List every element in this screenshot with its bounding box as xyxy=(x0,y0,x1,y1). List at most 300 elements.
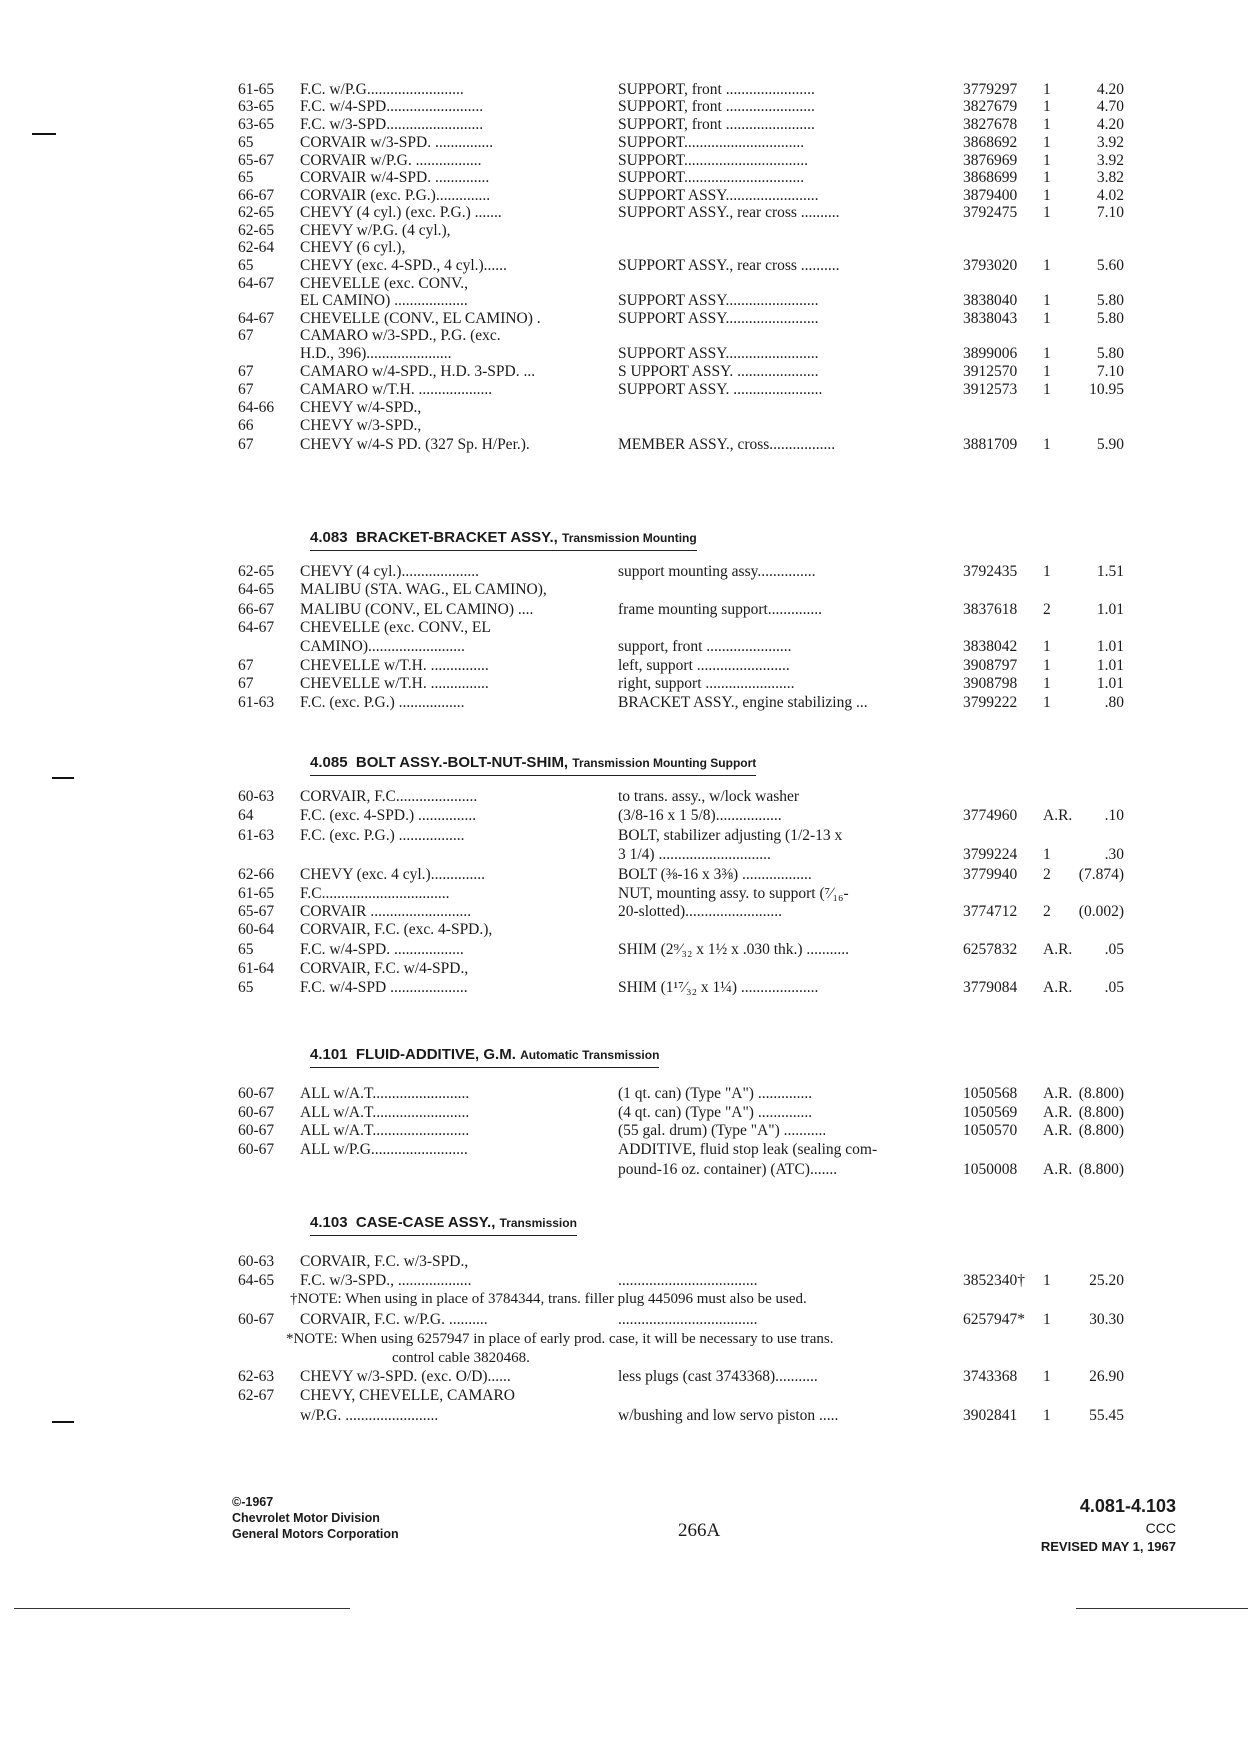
price: 3.92 xyxy=(1096,134,1124,151)
price: 4.20 xyxy=(1096,116,1124,133)
year-range: 60-63 xyxy=(238,1253,275,1270)
quantity: A.R. xyxy=(1043,1085,1073,1102)
description: .................................... xyxy=(618,1272,758,1289)
quantity: 1 xyxy=(1043,563,1051,580)
part-number: 3868699 xyxy=(963,169,1018,186)
part-number: 3774712 xyxy=(963,903,1018,920)
description: ADDITIVE, fluid stop leak (sealing com- xyxy=(618,1141,878,1158)
price: 30.30 xyxy=(1089,1311,1124,1328)
table-row xyxy=(0,115,1248,135)
year-range: 65 xyxy=(238,979,254,996)
year-range: 60-64 xyxy=(238,921,275,938)
quantity: 2 xyxy=(1043,601,1051,618)
part-number: 3852340† xyxy=(963,1272,1025,1289)
part-number: 1050008 xyxy=(963,1161,1018,1178)
application: CORVAIR w/3-SPD. ............... xyxy=(300,134,494,151)
part-number: 3792475 xyxy=(963,204,1018,221)
application: CHEVELLE w/T.H. ............... xyxy=(300,675,489,692)
year-range: 62-65 xyxy=(238,204,275,221)
application: CHEVELLE (exc. CONV., xyxy=(300,275,469,292)
application: F.C. w/3-SPD., ................... xyxy=(300,1272,472,1289)
section-number: 4.085 xyxy=(310,754,348,771)
price: (8.800) xyxy=(1078,1085,1124,1102)
price: 25.20 xyxy=(1089,1272,1124,1289)
table-row xyxy=(0,362,1248,382)
table-row xyxy=(0,1084,1248,1104)
section-title: BOLT ASSY.-BOLT-NUT-SHIM, xyxy=(355,754,569,771)
year-range: 61-65 xyxy=(238,885,275,902)
quantity: 2 xyxy=(1043,903,1051,920)
quantity: 1 xyxy=(1043,98,1051,115)
price: 5.90 xyxy=(1096,436,1124,453)
table-row xyxy=(0,787,1248,807)
price: 7.10 xyxy=(1096,363,1124,380)
table-row xyxy=(0,806,1248,826)
description: SUPPORT ASSY........................ xyxy=(618,345,819,362)
year-range: 67 xyxy=(238,675,254,692)
application: MALIBU (CONV., EL CAMINO) .... xyxy=(300,601,534,618)
description: SUPPORT, front ....................... xyxy=(618,98,815,115)
quantity: 1 xyxy=(1043,1407,1051,1424)
application: EL CAMINO) ................... xyxy=(300,292,468,309)
description: support, front ...................... xyxy=(618,638,792,655)
application: CORVAIR, F.C. w/3-SPD., xyxy=(300,1253,469,1270)
year-range: 67 xyxy=(238,381,254,398)
quantity: 1 xyxy=(1043,116,1051,133)
application: CORVAIR w/4-SPD. .............. xyxy=(300,169,490,186)
table-row xyxy=(0,637,1248,657)
description: SUPPORT ASSY........................ xyxy=(618,310,819,327)
year-range: 60-67 xyxy=(238,1311,275,1328)
part-number: 1050570 xyxy=(963,1122,1018,1139)
table-row xyxy=(0,1367,1248,1387)
application: F.C. (exc. P.G.) ................. xyxy=(300,827,465,844)
section-heading xyxy=(310,1044,659,1068)
year-range: 65-67 xyxy=(238,903,275,920)
quantity: 1 xyxy=(1043,152,1051,169)
page-number: 266A xyxy=(678,1520,721,1541)
year-range: 61-63 xyxy=(238,827,275,844)
description: left, support ........................ xyxy=(618,657,790,674)
application: H.D., 396)...................... xyxy=(300,345,452,362)
table-row xyxy=(0,920,1248,940)
quantity: 1 xyxy=(1043,436,1051,453)
application: CHEVY w/3-SPD., xyxy=(300,417,422,434)
part-number: 3838040 xyxy=(963,292,1018,309)
binder-mark xyxy=(52,777,74,779)
year-range: 60-67 xyxy=(238,1104,275,1121)
table-row xyxy=(0,959,1248,979)
year-range: 67 xyxy=(238,657,254,674)
table-row xyxy=(0,398,1248,418)
part-number: 3908797 xyxy=(963,657,1018,674)
application: CHEVY w/P.G. (4 cyl.), xyxy=(300,222,451,239)
description: SUPPORT ASSY. ....................... xyxy=(618,381,823,398)
price: 26.90 xyxy=(1089,1368,1124,1385)
application: ALL w/P.G......................... xyxy=(300,1141,468,1158)
year-range: 60-63 xyxy=(238,788,275,805)
table-row xyxy=(0,1386,1248,1406)
application: CHEVY (4 cyl.) (exc. P.G.) ....... xyxy=(300,204,502,221)
price: 1.01 xyxy=(1096,675,1124,692)
description: 3 1/4) ............................. xyxy=(618,846,771,863)
price: 10.95 xyxy=(1089,381,1124,398)
price: .30 xyxy=(1104,846,1124,863)
year-range: 62-65 xyxy=(238,563,275,580)
year-range: 66-67 xyxy=(238,601,275,618)
quantity: 1 xyxy=(1043,204,1051,221)
description: BRACKET ASSY., engine stabilizing ... xyxy=(618,694,868,711)
application: CAMARO w/3-SPD., P.G. (exc. xyxy=(300,327,501,344)
part-number: 3899006 xyxy=(963,345,1018,362)
section-subtitle: Automatic Transmission xyxy=(520,1048,660,1062)
table-row xyxy=(0,826,1248,846)
application: F.C. w/4-SPD .................... xyxy=(300,979,468,996)
year-range: 64-65 xyxy=(238,581,275,598)
part-number: 3779940 xyxy=(963,866,1018,883)
year-range: 67 xyxy=(238,363,254,380)
section-heading xyxy=(310,752,756,776)
year-range: 62-65 xyxy=(238,222,275,239)
price: 5.80 xyxy=(1096,345,1124,362)
description: .................................... xyxy=(618,1311,758,1328)
quantity: 1 xyxy=(1043,363,1051,380)
footnote: *NOTE: When using 6257947 in place of early prod. case, it will be necessary to use trans. xyxy=(286,1331,834,1347)
part-number: 3779297 xyxy=(963,81,1018,98)
application: CHEVELLE (exc. CONV., EL xyxy=(300,619,491,636)
group-info xyxy=(1041,1494,1176,1556)
application: CORVAIR w/P.G. ................. xyxy=(300,152,482,169)
year-range: 67 xyxy=(238,436,254,453)
table-row xyxy=(0,693,1248,713)
year-range: 64-67 xyxy=(238,310,275,327)
description: BOLT, stabilizer adjusting (1/2-13 x xyxy=(618,827,843,844)
section-heading xyxy=(310,527,697,551)
application: F.C. w/4-SPD......................... xyxy=(300,98,484,115)
year-range: 60-67 xyxy=(238,1122,275,1139)
table-row xyxy=(0,884,1248,904)
table-row xyxy=(0,1160,1248,1180)
quantity: A.R. xyxy=(1043,807,1073,824)
table-row xyxy=(0,291,1248,311)
section-subtitle: Transmission xyxy=(499,1216,577,1230)
revision-date: REVISED MAY 1, 1967 xyxy=(1040,1539,1176,1554)
price: 5.60 xyxy=(1096,257,1124,274)
table-row xyxy=(0,344,1248,364)
description: less plugs (cast 3743368)........... xyxy=(618,1368,818,1385)
quantity: 1 xyxy=(1043,310,1051,327)
application: ALL w/A.T......................... xyxy=(300,1122,470,1139)
price: 1.01 xyxy=(1096,638,1124,655)
part-number: 3881709 xyxy=(963,436,1018,453)
table-row xyxy=(0,1406,1248,1426)
description: frame mounting support.............. xyxy=(618,601,823,618)
application: ALL w/A.T......................... xyxy=(300,1085,470,1102)
table-row xyxy=(0,1140,1248,1160)
price: 55.45 xyxy=(1089,1407,1124,1424)
quantity: A.R. xyxy=(1043,1122,1073,1139)
part-number: 3779084 xyxy=(963,979,1018,996)
application: F.C. (exc. P.G.) ................. xyxy=(300,694,465,711)
table-row xyxy=(0,1271,1248,1291)
quantity: 1 xyxy=(1043,1311,1051,1328)
table-row xyxy=(0,656,1248,676)
table-row xyxy=(0,256,1248,276)
part-number: 3792435 xyxy=(963,563,1018,580)
publisher-line: ©-1967 xyxy=(232,1495,274,1509)
price: .10 xyxy=(1104,807,1124,824)
table-row xyxy=(0,600,1248,620)
price: 1.01 xyxy=(1096,601,1124,618)
price: 5.80 xyxy=(1096,292,1124,309)
application: CHEVY w/4-S PD. (327 Sp. H/Per.). xyxy=(300,436,530,453)
year-range: 62-64 xyxy=(238,239,275,256)
description: SUPPORT............................... xyxy=(618,169,805,186)
price: 4.02 xyxy=(1096,187,1124,204)
section-number: 4.083 xyxy=(310,529,348,546)
application: CORVAIR (exc. P.G.).............. xyxy=(300,187,491,204)
price: 3.92 xyxy=(1096,152,1124,169)
year-range: 66-67 xyxy=(238,187,275,204)
description: NUT, mounting assy. to support (⁷⁄₁₆- xyxy=(618,885,849,902)
description: (4 qt. can) (Type "A") .............. xyxy=(618,1104,813,1121)
year-range: 61-63 xyxy=(238,694,275,711)
description: SHIM (1¹⁷⁄₃₂ x 1¼) .................... xyxy=(618,979,819,996)
table-row xyxy=(0,1103,1248,1123)
description: (1 qt. can) (Type "A") .............. xyxy=(618,1085,813,1102)
price: 4.70 xyxy=(1096,98,1124,115)
price: 1.01 xyxy=(1096,657,1124,674)
table-row xyxy=(0,865,1248,885)
description: to trans. assy., w/lock washer xyxy=(618,788,800,805)
price: (8.800) xyxy=(1078,1122,1124,1139)
quantity: 1 xyxy=(1043,1272,1051,1289)
section-number: 4.101 xyxy=(310,1046,348,1063)
application: F.C. w/P.G......................... xyxy=(300,81,464,98)
description: (3/8-16 x 1 5/8)................. xyxy=(618,807,782,824)
part-number: 3908798 xyxy=(963,675,1018,692)
quantity: A.R. xyxy=(1043,1161,1073,1178)
part-number: 3827678 xyxy=(963,116,1018,133)
section-heading xyxy=(310,1212,577,1236)
quantity: 1 xyxy=(1043,134,1051,151)
quantity: A.R. xyxy=(1043,1104,1073,1121)
part-number: 3774960 xyxy=(963,807,1018,824)
application: CORVAIR, F.C. w/4-SPD., xyxy=(300,960,469,977)
application: CORVAIR, F.C. w/P.G. .......... xyxy=(300,1311,488,1328)
year-range: 64 xyxy=(238,807,254,824)
year-range: 64-67 xyxy=(238,275,275,292)
description: SUPPORT ASSY., rear cross .......... xyxy=(618,257,840,274)
year-range: 66 xyxy=(238,417,254,434)
part-number: 3838042 xyxy=(963,638,1018,655)
application: CHEVY (exc. 4 cyl.).............. xyxy=(300,866,485,883)
description: support mounting assy............... xyxy=(618,563,816,580)
application: CHEVY w/3-SPD. (exc. O/D)...... xyxy=(300,1368,511,1385)
binder-mark xyxy=(52,1421,74,1423)
section-subtitle: Transmission Mounting xyxy=(562,531,697,545)
catalog-code: CCC xyxy=(1145,1520,1176,1536)
part-number: 3799224 xyxy=(963,846,1018,863)
table-row xyxy=(0,133,1248,153)
table-row xyxy=(0,845,1248,865)
quantity: 1 xyxy=(1043,638,1051,655)
table-row xyxy=(0,562,1248,582)
application: CAMARO w/4-SPD., H.D. 3-SPD. ... xyxy=(300,363,536,380)
price: (7.874) xyxy=(1078,866,1124,883)
quantity: 1 xyxy=(1043,1368,1051,1385)
table-row xyxy=(0,618,1248,638)
description: SUPPORT............................... xyxy=(618,134,805,151)
group-range: 4.081-4.103 xyxy=(1079,1496,1176,1516)
application: CORVAIR, F.C. (exc. 4-SPD.), xyxy=(300,921,493,938)
page-rule xyxy=(14,1608,350,1609)
part-number: 1050569 xyxy=(963,1104,1018,1121)
quantity: 1 xyxy=(1043,257,1051,274)
price: (8.800) xyxy=(1078,1104,1124,1121)
table-row xyxy=(0,978,1248,998)
part-number: 3876969 xyxy=(963,152,1018,169)
year-range: 62-63 xyxy=(238,1368,275,1385)
application: ALL w/A.T......................... xyxy=(300,1104,470,1121)
table-row xyxy=(0,326,1248,346)
part-number: 3912570 xyxy=(963,363,1018,380)
description: SUPPORT, front ....................... xyxy=(618,81,815,98)
quantity: A.R. xyxy=(1043,979,1073,996)
quantity: A.R. xyxy=(1043,941,1073,958)
table-row xyxy=(0,674,1248,694)
section-subtitle: Transmission Mounting Support xyxy=(572,756,757,770)
quantity: 1 xyxy=(1043,169,1051,186)
description: BOLT (⅜-16 x 3⅜) .................. xyxy=(618,866,812,883)
part-number: 1050568 xyxy=(963,1085,1018,1102)
price: 4.20 xyxy=(1096,81,1124,98)
price: 1.51 xyxy=(1096,563,1124,580)
price: 3.82 xyxy=(1096,169,1124,186)
part-number: 3868692 xyxy=(963,134,1018,151)
table-row xyxy=(0,580,1248,600)
part-number: 3793020 xyxy=(963,257,1018,274)
publisher-line: General Motors Corporation xyxy=(232,1527,399,1541)
year-range: 60-67 xyxy=(238,1141,275,1158)
quantity: 2 xyxy=(1043,866,1051,883)
application: CHEVY, CHEVELLE, CAMARO xyxy=(300,1387,515,1404)
application: F.C................................. xyxy=(300,885,450,902)
quantity: 1 xyxy=(1043,657,1051,674)
part-number: 6257832 xyxy=(963,941,1018,958)
year-range: 65 xyxy=(238,257,254,274)
description: pound-16 oz. container) (ATC)....... xyxy=(618,1161,838,1178)
quantity: 1 xyxy=(1043,187,1051,204)
quantity: 1 xyxy=(1043,381,1051,398)
application: CORVAIR .......................... xyxy=(300,903,472,920)
application: CHEVY w/4-SPD., xyxy=(300,399,422,416)
description: SUPPORT, front ....................... xyxy=(618,116,815,133)
table-row xyxy=(0,940,1248,960)
application: CHEVELLE (CONV., EL CAMINO) . xyxy=(300,310,541,327)
publisher-block xyxy=(232,1494,399,1542)
page-rule xyxy=(1076,1608,1248,1609)
section-title: BRACKET-BRACKET ASSY., xyxy=(355,529,558,546)
year-range: 65 xyxy=(238,941,254,958)
price: .05 xyxy=(1104,941,1124,958)
description: SUPPORT................................ xyxy=(618,152,808,169)
part-number: 3743368 xyxy=(963,1368,1018,1385)
quantity: 1 xyxy=(1043,846,1051,863)
application: F.C. w/4-SPD. .................. xyxy=(300,941,464,958)
application: CORVAIR, F.C..................... xyxy=(300,788,478,805)
description: SUPPORT ASSY., rear cross .......... xyxy=(618,204,840,221)
year-range: 64-66 xyxy=(238,399,275,416)
application: w/P.G. ........................ xyxy=(300,1407,439,1424)
price: .80 xyxy=(1104,694,1124,711)
description: SHIM (2⁹⁄₃₂ x 1½ x .030 thk.) ........... xyxy=(618,941,850,958)
year-range: 63-65 xyxy=(238,98,275,115)
year-range: 65-67 xyxy=(238,152,275,169)
price: 5.80 xyxy=(1096,310,1124,327)
description: (55 gal. drum) (Type "A") ........... xyxy=(618,1122,827,1139)
year-range: 64-67 xyxy=(238,619,275,636)
price: .05 xyxy=(1104,979,1124,996)
quantity: 1 xyxy=(1043,345,1051,362)
year-range: 64-65 xyxy=(238,1272,275,1289)
quantity: 1 xyxy=(1043,81,1051,98)
publisher-line: Chevrolet Motor Division xyxy=(232,1511,380,1525)
description: SUPPORT ASSY........................ xyxy=(618,292,819,309)
year-range: 65 xyxy=(238,134,254,151)
year-range: 63-65 xyxy=(238,116,275,133)
application: MALIBU (STA. WAG., EL CAMINO), xyxy=(300,581,547,598)
table-row xyxy=(0,380,1248,400)
application: F.C. (exc. 4-SPD.) ............... xyxy=(300,807,477,824)
description: SUPPORT ASSY........................ xyxy=(618,187,819,204)
part-number: 3838043 xyxy=(963,310,1018,327)
application: CHEVY (4 cyl.).................... xyxy=(300,563,479,580)
year-range: 60-67 xyxy=(238,1085,275,1102)
table-row xyxy=(0,1121,1248,1141)
part-number: 3902841 xyxy=(963,1407,1018,1424)
application: F.C. w/3-SPD......................... xyxy=(300,116,484,133)
table-row xyxy=(0,1310,1248,1330)
year-range: 61-65 xyxy=(238,81,275,98)
description: S UPPORT ASSY. ..................... xyxy=(618,363,819,380)
description: right, support ....................... xyxy=(618,675,795,692)
part-number: 3799222 xyxy=(963,694,1018,711)
application: CHEVY (6 cyl.), xyxy=(300,239,406,256)
quantity: 1 xyxy=(1043,694,1051,711)
footnote: †NOTE: When using in place of 3784344, trans. filler plug 445096 must also be used. xyxy=(290,1291,807,1307)
price: (8.800) xyxy=(1078,1161,1124,1178)
table-row xyxy=(0,416,1248,436)
description: MEMBER ASSY., cross................. xyxy=(618,436,836,453)
part-number: 6257947* xyxy=(963,1311,1025,1328)
part-number: 3912573 xyxy=(963,381,1018,398)
price: (0.002) xyxy=(1078,903,1124,920)
section-title: CASE-CASE ASSY., xyxy=(355,1214,496,1231)
price: 7.10 xyxy=(1096,204,1124,221)
application: CHEVELLE w/T.H. ............... xyxy=(300,657,489,674)
application: CAMINO)......................... xyxy=(300,638,465,655)
table-row xyxy=(0,435,1248,455)
year-range: 65 xyxy=(238,169,254,186)
footnote: control cable 3820468. xyxy=(392,1350,530,1366)
application: CAMARO w/T.H. ................... xyxy=(300,381,493,398)
table-row xyxy=(0,1252,1248,1272)
table-row xyxy=(0,168,1248,188)
table-row xyxy=(0,238,1248,258)
year-range: 62-66 xyxy=(238,866,275,883)
part-number: 3879400 xyxy=(963,187,1018,204)
